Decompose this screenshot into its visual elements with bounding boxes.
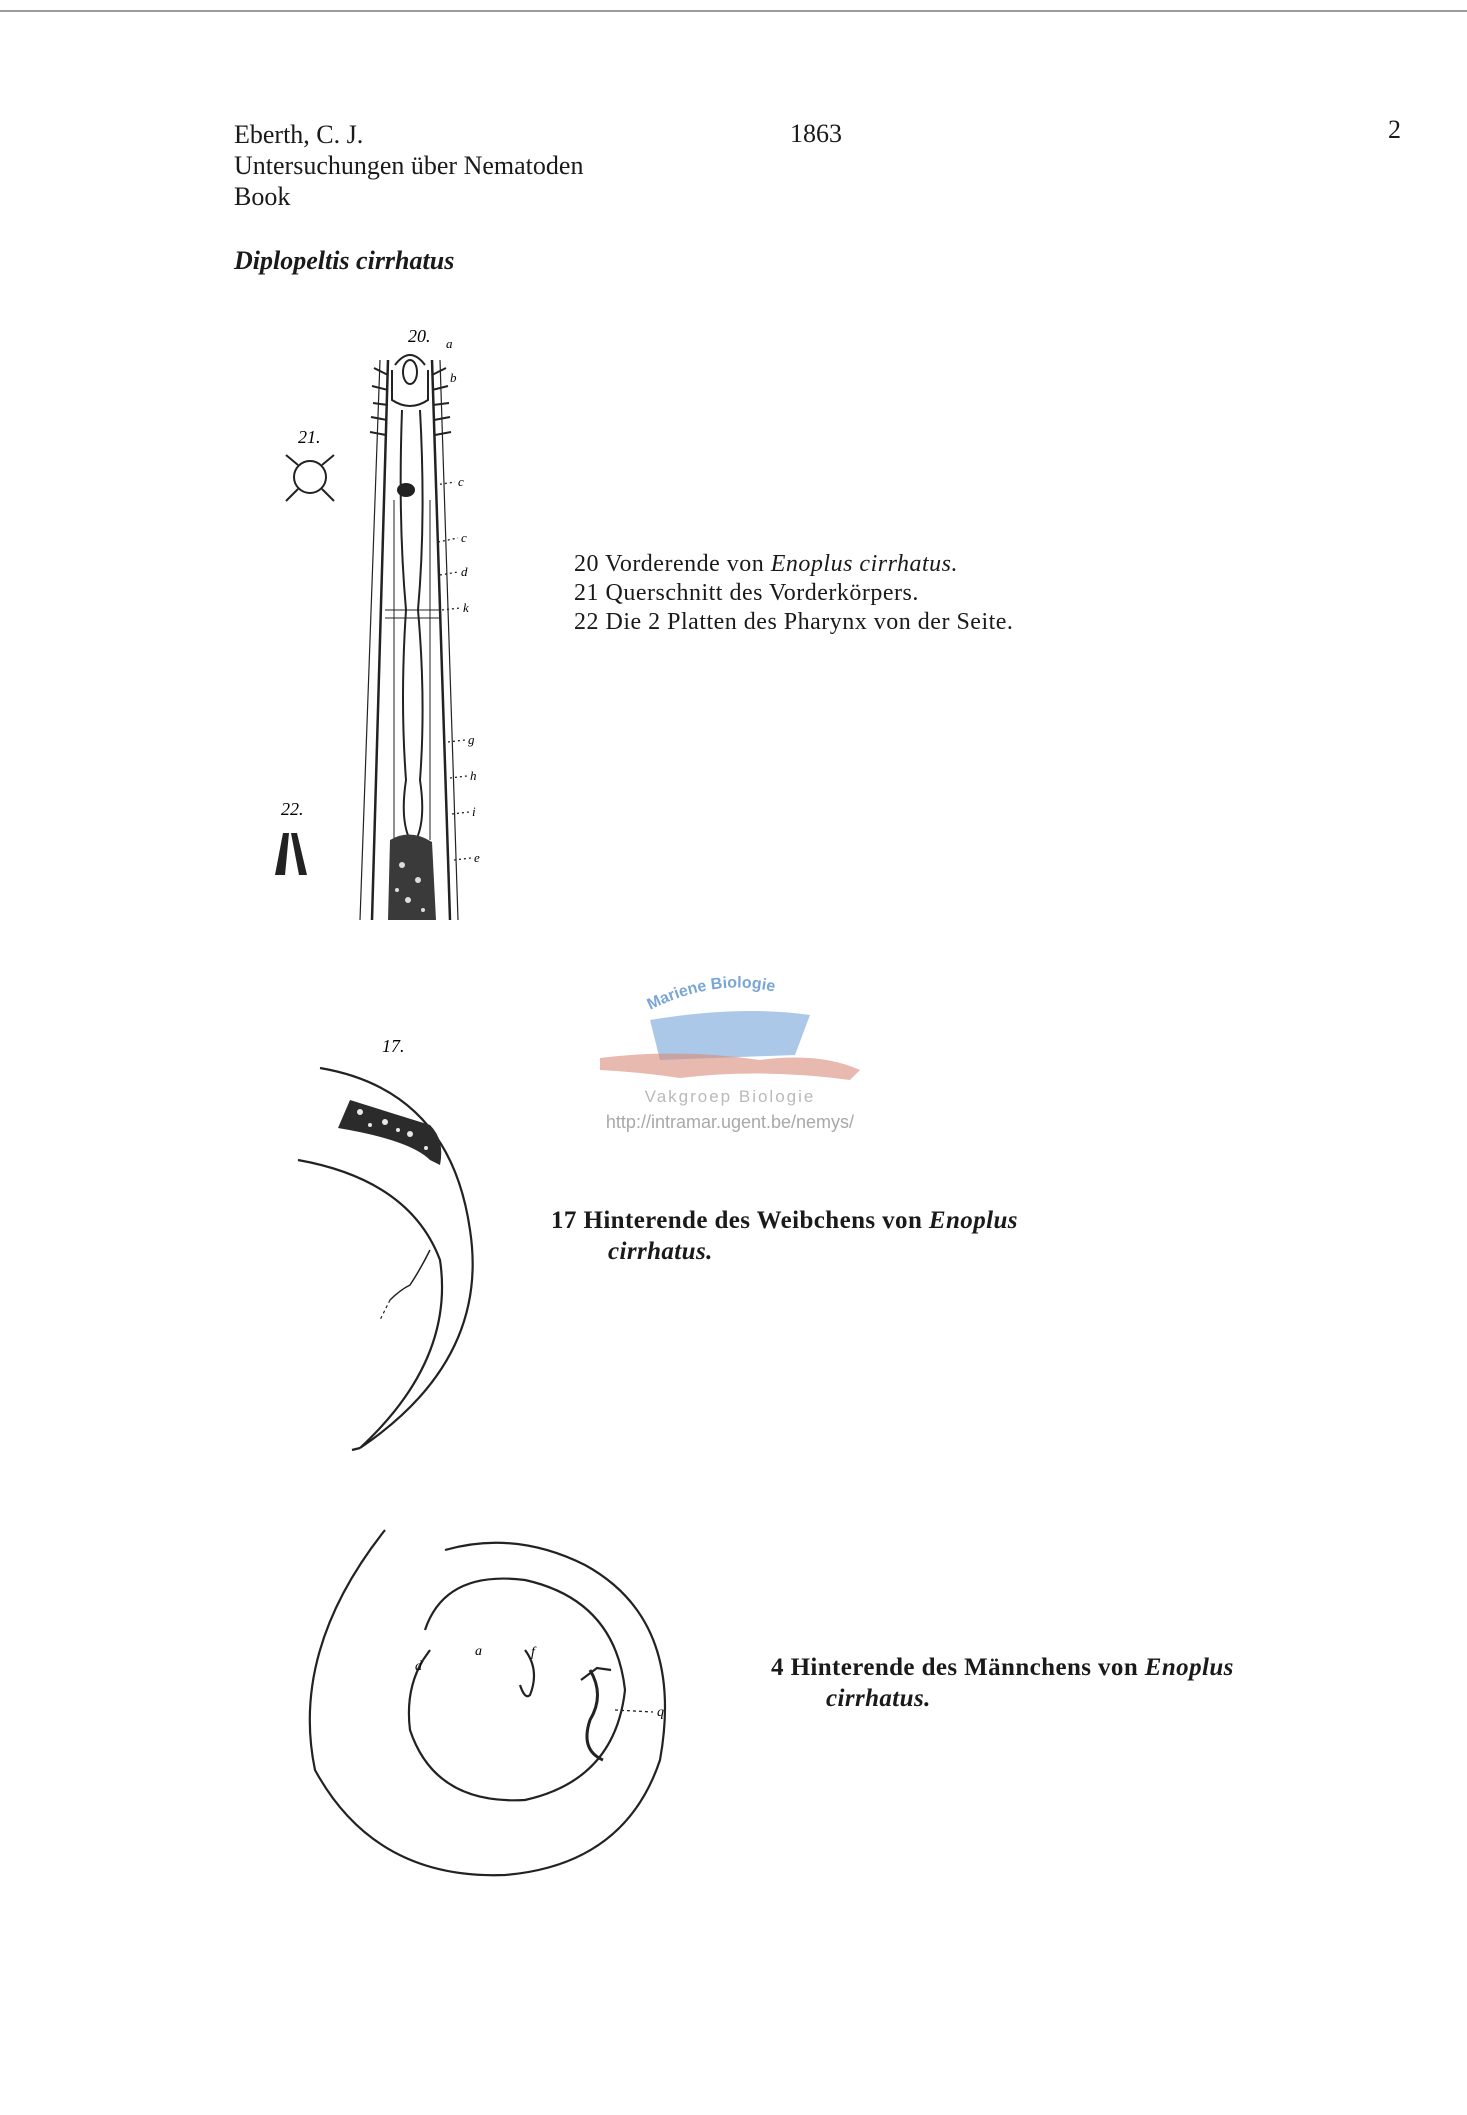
watermark-url: http://intramar.ugent.be/nemys/ <box>605 1112 855 1132</box>
work-title: Untersuchungen über Nematoden <box>234 151 584 180</box>
caption-group-1 <box>574 550 1013 637</box>
work-type: Book <box>234 182 291 211</box>
figure-22-pharynx-plates <box>265 795 325 880</box>
caption-17: 17 Hinterende des Weibchens von Enoplus cirrhatus. <box>551 1207 1018 1265</box>
page-number: 2 <box>1388 115 1401 144</box>
figure-4-male-tail <box>285 1520 705 1880</box>
svg-text:Mariene Biologie <box>645 974 777 1013</box>
label-a: a <box>446 336 453 351</box>
top-border-line <box>0 10 1467 12</box>
header-block <box>234 119 583 212</box>
label-k: k <box>463 600 469 615</box>
caption-20: 20 Vorderende von Enoplus cirrhatus. <box>574 551 959 577</box>
watermark-group: Vakgroep Biologie <box>644 1087 816 1106</box>
fig17-number: 17. <box>382 1036 405 1056</box>
fig4-label-q: q <box>657 1705 664 1720</box>
label-i: i <box>472 804 476 819</box>
fig4-label-d: d <box>415 1659 422 1674</box>
caption-4: 4 Hinterende des Männchens von Enoplus cirrhatus. <box>771 1654 1234 1712</box>
watermark-arc-text: Mariene Biologie <box>644 974 777 1014</box>
fig4-label-f: f <box>531 1645 535 1660</box>
author: Eberth, C. J. <box>234 120 364 149</box>
figure-17-female-tail <box>290 1030 510 1460</box>
caption-21: 21 Querschnitt des Vorderkörpers. <box>574 580 919 606</box>
fig21-number: 21. <box>298 427 321 447</box>
label-e: e <box>474 850 480 865</box>
label-g: g <box>468 732 475 747</box>
fig20-number: 20. <box>408 326 431 346</box>
label-c2: c <box>461 530 467 545</box>
species-name: Diplopeltis cirrhatus <box>234 246 455 275</box>
label-c1: c <box>458 474 464 489</box>
watermark-logo <box>560 960 920 1140</box>
caption-22: 22 Die 2 Platten des Pharynx von der Seite. <box>574 609 1014 635</box>
label-h: h <box>470 768 477 783</box>
label-d: d <box>461 564 468 579</box>
fig4-label-a: a <box>475 1644 482 1659</box>
year: 1863 <box>790 119 842 148</box>
label-b: b <box>450 370 457 385</box>
fig22-number: 22. <box>281 799 304 819</box>
figure-21-cross-section <box>270 425 350 515</box>
